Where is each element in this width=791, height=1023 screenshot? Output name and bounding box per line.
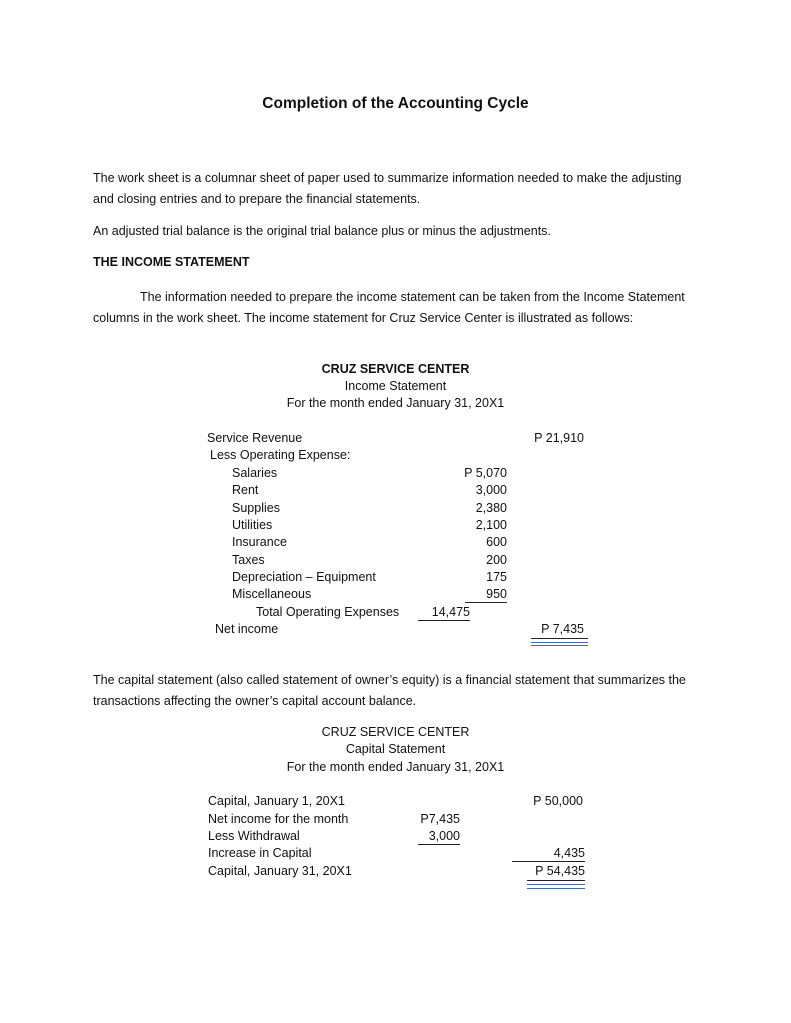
income-statement-period: For the month ended January 31, 20X1 [286,396,505,410]
income-intro-paragraph: The information needed to prepare the income statement can be taken from the Income Statement columns in the work sheet. The income statement for Cruz Service Center is illustrated as follows: [93,290,685,325]
expense-value: 2,380 [475,501,507,515]
net-income-label: Net income [215,622,279,636]
net-income-value: P 7,435 [541,622,584,636]
expense-label: Miscellaneous [232,587,312,601]
expense-label: Supplies [232,501,280,515]
capital-row-label: Capital, January 1, 20X1 [208,794,345,808]
income-statement-heading: THE INCOME STATEMENT [93,255,250,269]
ending-capital-underline [527,880,585,881]
capital-row-label: Increase in Capital [208,846,312,860]
expense-label: Utilities [232,518,273,532]
total-operating-expenses-label: Total Operating Expenses [256,605,400,619]
expense-label: Rent [232,483,259,497]
net-income-underline [531,638,588,639]
capital-row-mid-value: P7,435 [420,812,460,826]
increase-overline [512,861,585,862]
ending-capital-double-underline [527,884,585,885]
expense-value: 175 [486,570,507,584]
expense-label: Depreciation – Equipment [232,570,376,584]
expense-value: 200 [486,553,507,567]
capital-row-right-value: P 50,000 [533,794,583,808]
expense-value: P 5,070 [464,466,507,480]
capital-row-right-value: P 54,435 [535,864,585,878]
net-income-double-underline [531,645,588,646]
expense-value: 3,000 [475,483,507,497]
service-revenue-value: P 21,910 [534,431,584,445]
income-company-name: CRUZ SERVICE CENTER [321,362,470,376]
less-operating-expense-label: Less Operating Expense: [210,448,351,462]
capital-row-mid-value: 3,000 [428,829,460,843]
capital-row-right-value: 4,435 [553,846,585,860]
net-income-double-underline [531,642,588,643]
capital-row-label: Net income for the month [208,812,349,826]
expense-value: 600 [486,535,507,549]
capital-statement-paragraph: The capital statement (also called statement of owner’s equity) is a financial statement that summarizes the transactions affecting the owner’s capital account balance. [93,673,686,708]
page-title: Completion of the Accounting Cycle [262,95,529,112]
capital-statement-name: Capital Statement [345,742,446,756]
capital-row-label: Less Withdrawal [208,829,300,843]
expense-label: Salaries [232,466,278,480]
expense-label: Insurance [232,535,287,549]
expense-underline [465,602,507,603]
capital-statement-period: For the month ended January 31, 20X1 [286,760,505,774]
capital-row-label: Capital, January 31, 20X1 [208,864,352,878]
expense-value: 2,100 [475,518,507,532]
capital-company-name: CRUZ SERVICE CENTER [321,725,470,739]
withdrawal-underline [418,844,460,845]
total-operating-expenses-value: 14,475 [431,605,470,619]
expense-value: 950 [486,587,507,601]
ending-capital-double-underline [527,888,585,889]
income-statement-name: Income Statement [344,379,447,393]
worksheet-paragraph: The work sheet is a columnar sheet of paper used to summarize information needed to make the adjusting and closing entries and to prepare the financial statements. [93,171,682,206]
total-underline [418,620,470,621]
service-revenue-label: Service Revenue [207,431,303,445]
expense-label: Taxes [232,553,265,567]
trial-balance-paragraph: An adjusted trial balance is the original trial balance plus or minus the adjustments. [93,224,551,238]
